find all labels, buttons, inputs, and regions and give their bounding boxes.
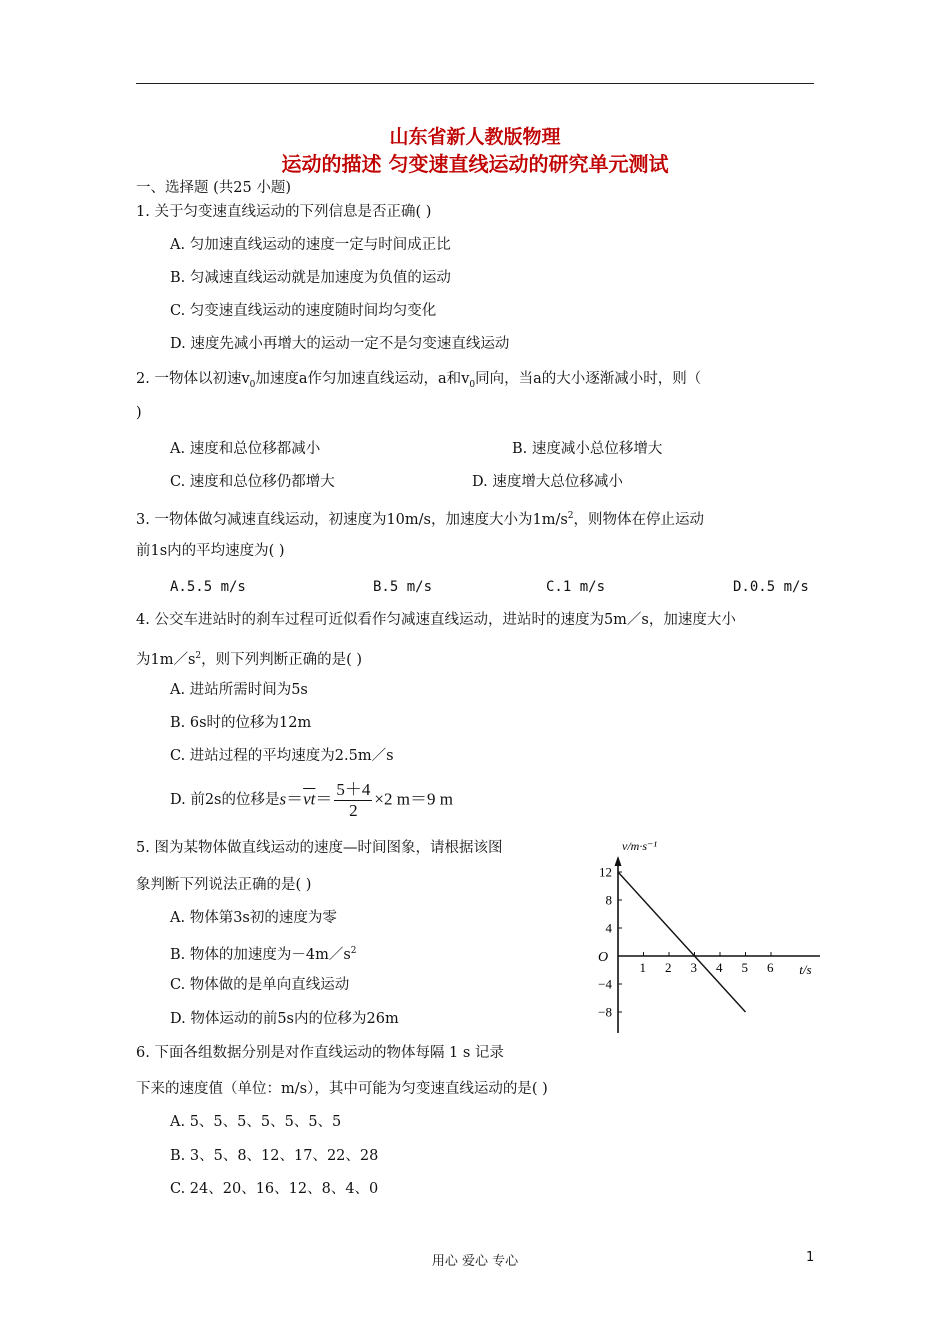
q5-stem: 5. 图为某物体做直线运动的速度—时间图象，请根据该图 <box>136 840 503 856</box>
q2-v0-v-2: v <box>461 371 470 387</box>
x-tick-label: 2 <box>665 960 672 975</box>
formula-vt: $\overline{vt}$ <box>303 788 316 808</box>
footer-motto: 用心 爱心 专心 <box>431 1254 519 1269</box>
y-axis-arrow <box>615 856 622 866</box>
q6-option-c: C. 24、20、16、12、8、4、0 <box>170 1181 379 1197</box>
graph-x-label: t/s <box>799 962 812 977</box>
q2-stem-b: 加速度a作匀加速直线运动，a和 <box>255 371 462 387</box>
fraction-denominator: 2 <box>349 800 358 820</box>
header-rule <box>136 83 814 84</box>
y-tick-label: 12 <box>599 864 612 880</box>
q1-option-a: A. 匀加速直线运动的速度一定与时间成正比 <box>170 237 451 253</box>
q1-option-b: B. 匀减速直线运动就是加速度为负值的运动 <box>170 270 451 286</box>
q3-option-d: D.0.5 m/s <box>733 579 809 595</box>
q2-option-a: A. 速度和总位移都减小 <box>170 441 321 457</box>
q4-stem-line2 <box>136 645 362 671</box>
q5-option-b-text: B. 物体的加速度为－4m／s <box>170 947 351 963</box>
graph-series <box>618 872 746 1012</box>
q3-stem-line2: 前1s内的平均速度为( ) <box>136 543 285 559</box>
q3-option-c: C.1 m/s <box>546 579 606 595</box>
q6-stem-line2: 下来的速度值（单位：m/s），其中可能为匀变速直线运动的是( ) <box>136 1081 548 1097</box>
q5-stem-line2: 象判断下列说法正确的是( ) <box>136 877 312 893</box>
q4-option-d <box>170 778 453 822</box>
q6-option-a: A. 5、5、5、5、5、5、5 <box>170 1114 342 1130</box>
q2-v0-sub: 0 <box>249 379 256 390</box>
formula-fraction <box>334 780 372 821</box>
q3-option-b: B.5 m/s <box>373 579 433 595</box>
q5-option-c: C. 物体做的是单向直线运动 <box>170 977 350 993</box>
q6-stem: 6. 下面各组数据分别是对作直线运动的物体每隔 1 s 记录 <box>136 1045 504 1061</box>
q4-stem-line2-sup: 2 <box>195 651 202 661</box>
x-tick-label: 3 <box>690 960 697 975</box>
q3-stem-a: 3. 一物体做匀减速直线运动，初速度为10m/s，加速度大小为1m/s <box>136 512 568 528</box>
formula-rest: ×2 m＝9 m <box>374 788 453 808</box>
graph-axes <box>615 856 821 1033</box>
q3-stem-sup: 2 <box>567 511 574 521</box>
q4-option-a: A. 进站所需时间为5s <box>170 682 308 698</box>
formula-eq1: ＝ <box>286 788 304 808</box>
section-heading: 一、选择题 (共25 小题) <box>136 180 291 196</box>
q4-stem-line2-b: ，则下列判断正确的是( ) <box>201 652 363 668</box>
q2-v0 <box>241 371 256 390</box>
q4-option-d-formula <box>280 780 453 821</box>
fraction-numerator: 5＋4 <box>336 779 371 799</box>
graph-ticks <box>598 865 774 1020</box>
q4-option-b: B. 6s时的位移为12m <box>170 715 312 731</box>
q2-v0-v: v <box>241 371 250 387</box>
q2-stem-c: 同向，当a的大小逐渐减小时，则（ <box>475 371 702 387</box>
title-line-2: 运动的描述 匀变速直线运动的研究单元测试 <box>281 152 669 176</box>
y-tick-label: −4 <box>598 976 612 992</box>
q5-option-d: D. 物体运动的前5s内的位移为26m <box>170 1011 399 1027</box>
q3-option-a: A.5.5 m/s <box>170 579 246 595</box>
x-tick-label: 1 <box>639 960 646 975</box>
q1-option-c: C. 匀变速直线运动的速度随时间均匀变化 <box>170 303 437 319</box>
y-tick-label: −8 <box>598 1004 612 1020</box>
title-line-1: 山东省新人教版物理 <box>389 126 561 148</box>
q2-v0-2 <box>461 371 476 390</box>
q2-stem <box>136 368 701 396</box>
velocity-line <box>618 872 746 1012</box>
q2-option-d: D. 速度增大总位移减小 <box>472 474 623 490</box>
q2-option-b: B. 速度减小总位移增大 <box>512 441 663 457</box>
x-tick-label: 4 <box>716 960 723 975</box>
q4-stem: 4. 公交车进站时的刹车过程可近似看作匀减速直线运动，进站时的速度为5m／s，加速度大小 <box>136 612 736 628</box>
q3-stem-b: ，则物体在停止运动 <box>573 512 705 528</box>
q2-stem-line2: ) <box>136 405 142 421</box>
graph-origin-label: O <box>598 950 609 965</box>
q2-v0-sub-2: 0 <box>469 379 476 390</box>
formula-s: s <box>279 788 287 808</box>
velocity-time-graph <box>588 832 820 1038</box>
y-tick-label: 8 <box>605 892 612 908</box>
q2-stem-a: 2. 一物体以初速 <box>136 371 242 387</box>
q5-option-b <box>170 940 357 966</box>
q3-stem <box>136 505 704 531</box>
x-tick-label: 5 <box>741 960 748 975</box>
graph-y-label: v/m·s⁻¹ <box>622 839 657 853</box>
q2-option-c: C. 速度和总位移仍都增大 <box>170 474 335 490</box>
q4-option-d-prefix: D. 前2s的位移是 <box>170 792 280 808</box>
q5-option-b-sup: 2 <box>350 946 357 956</box>
q1-option-d: D. 速度先减小再增大的运动一定不是匀变速直线运动 <box>170 336 510 352</box>
x-tick-label: 6 <box>767 960 774 975</box>
y-tick-label: 4 <box>605 920 612 936</box>
page-number: 1 <box>806 1250 815 1265</box>
q1-stem: 1. 关于匀变速直线运动的下列信息是否正确( ) <box>136 204 432 220</box>
formula-eq2: ＝ <box>315 788 333 808</box>
q4-stem-line2-a: 为1m／s <box>136 652 196 668</box>
q6-option-b: B. 3、5、8、12、17、22、28 <box>170 1148 379 1164</box>
q4-option-c: C. 进站过程的平均速度为2.5m／s <box>170 748 394 764</box>
q5-option-a: A. 物体第3s初的速度为零 <box>170 910 337 926</box>
